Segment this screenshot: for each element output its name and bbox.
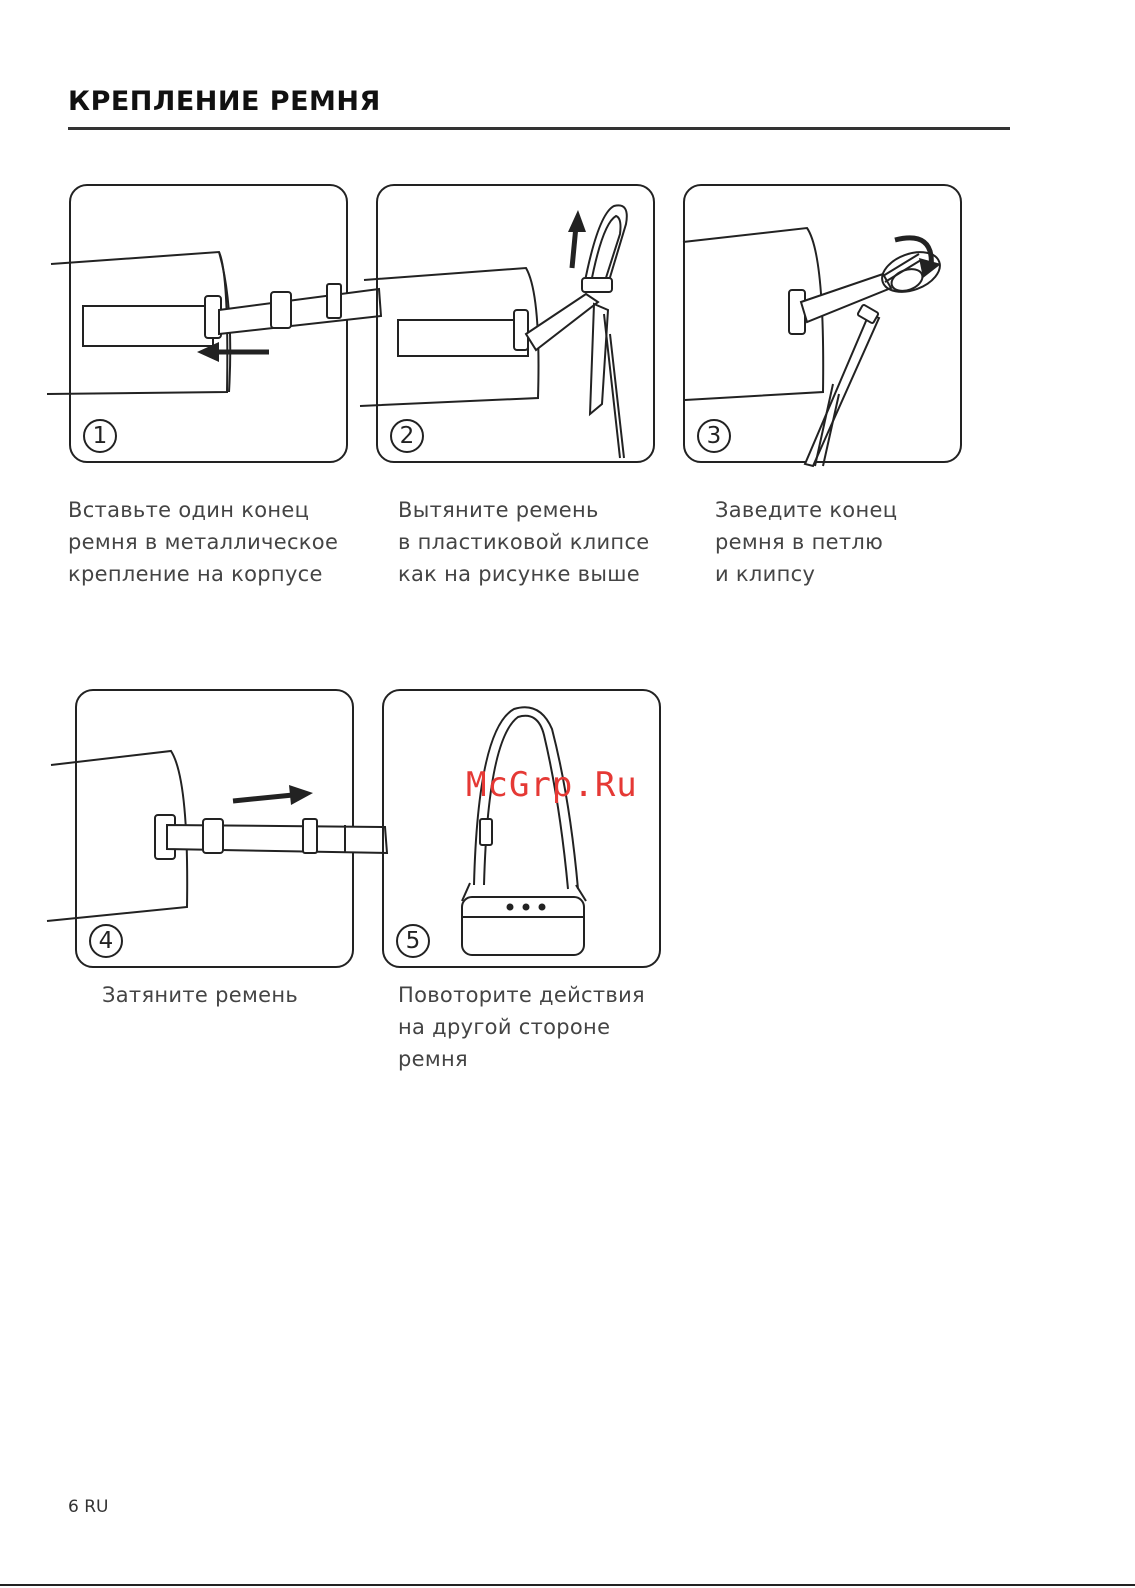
step-5-number: 5 <box>396 924 430 958</box>
title-underline <box>68 127 1010 130</box>
bottom-border <box>0 1584 1135 1586</box>
caption-line: в пластиковой клипсе <box>398 530 650 554</box>
step-1-number: 1 <box>83 419 117 453</box>
caption-line: как на рисунке выше <box>398 562 640 586</box>
step-2-caption <box>398 494 650 590</box>
step-1-illustration <box>69 184 348 463</box>
step-4-caption <box>102 979 298 1011</box>
step-2-number: 2 <box>390 419 424 453</box>
step-5-illustration <box>382 689 661 968</box>
step-3-caption <box>715 494 897 590</box>
caption-line: ремня <box>398 1047 468 1071</box>
watermark: McGrp.Ru <box>466 765 638 805</box>
caption-line: Повоторите действия <box>398 983 645 1007</box>
step-4-illustration <box>75 689 354 968</box>
caption-line: крепление на корпусе <box>68 562 323 586</box>
caption-line: Затяните ремень <box>102 983 299 1007</box>
caption-line: ремня в металлическое <box>68 530 339 554</box>
step-2-illustration <box>376 184 655 463</box>
caption-line: Вставьте один конец <box>68 498 310 522</box>
step-5-caption <box>398 979 645 1075</box>
caption-line: ремня в петлю <box>715 530 884 554</box>
step-3-number: 3 <box>697 419 731 453</box>
step-1-caption <box>68 494 338 590</box>
caption-line: Заведите конец <box>715 498 898 522</box>
caption-line: на другой стороне <box>398 1015 611 1039</box>
step-3-illustration <box>683 184 962 463</box>
caption-line: и клипсу <box>715 562 816 586</box>
step-4-number: 4 <box>89 924 123 958</box>
page-number: 6 RU <box>68 1497 109 1517</box>
page-title: КРЕПЛЕНИЕ РЕМНЯ <box>68 86 381 117</box>
caption-line: Вытяните ремень <box>398 498 599 522</box>
